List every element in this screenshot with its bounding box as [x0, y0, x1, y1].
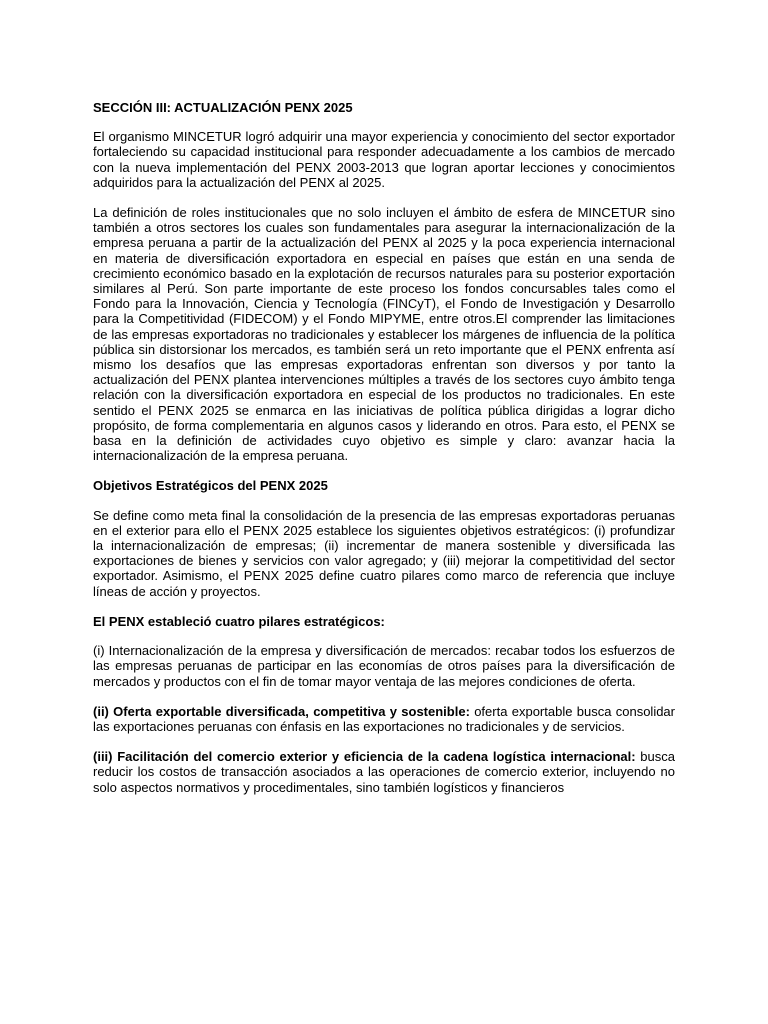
- pillar-1: (i) Internacionalización de la empresa y diversificación de mercados: recabar todos los esfuerzos de las empresas peruanas de participar en las economías de otros países para la diversificación de mercados y productos con el fin de tomar mayor ventaja de las mejores condiciones de oferta.: [93, 643, 675, 689]
- section-title: SECCIÓN III: ACTUALIZACIÓN PENX 2025: [93, 100, 353, 115]
- pillar-2: [93, 704, 675, 734]
- paragraph-objectives: Se define como meta final la consolidación de la presencia de las empresas exportadoras peruanas en el exterior para ello el PENX 2025 establece los siguientes objetivos estratégicos: (i) profundizar la internacionalización de empresas; (ii) incrementar de manera sostenible y diversificada las exportaciones de bienes y servicios con valor agregado; y (iii) mejorar la competitividad del sector exportador. Asimismo, el PENX 2025 define cuatro pilares como marco de referencia que incluye líneas de acción y proyectos.: [93, 507, 675, 599]
- pillar-3-text: busca reducir los costos de transacción asociados a las operaciones de comercio exterior, incluyendo no solo aspectos normativos y procedimentales, sino también logísticos y financieros: [93, 749, 675, 795]
- objectives-title: Objetivos Estratégicos del PENX 2025: [93, 478, 328, 494]
- pillar-3-label: (iii) Facilitación del comercio exterior y eficiencia de la cadena logística internacional:: [93, 749, 636, 765]
- paragraph-roles: La definición de roles institucionales que no solo incluyen el ámbito de esfera de MINCETUR sino también a otros sectores los cuales son fundamentales para asegurar la internacionalización de la empresa peruana a partir de la actualización del PENX al 2025 y la poca experiencia internacional en materia de diversificación exportadora en especial en países que están en una senda de crecimiento económico basado en la explotación de recursos naturales para su posterior exportación similares al Perú. Son parte importante de este proceso los fondos concursables tales como el Fondo para la Innovación, Ciencia y Tecnología (FINCyT), el Fondo de Investigación y Desarrollo para la Competitividad (FIDECOM) y el Fondo MIPYME, entre otros.El comprender las limitaciones de las empresas exportadoras no tradicionales y establecer los márgenes de influencia de la política pública sin distorsionar los mercados, es también será un reto importante que el PENX enfrenta así mismo los desafíos que las empresas exportadoras enfrentan son diversos y por tanto la actualización del PENX plantea intervenciones múltiples a través de los sectores cuyo ámbito tenga relación con la diversificación exportadora en especial de los productos no tradicionales. En este sentido el PENX 2025 se enmarca en las iniciativas de política pública dirigidas a lograr dicho propósito, de forma complementaria en algunos casos y liderando en otros. Para esto, el PENX se basa en la definición de actividades cuyo objetivo es simple y claro: avanzar hacia la internacionalización de la empresa peruana.: [93, 205, 675, 464]
- pillar-2-label: (ii) Oferta exportable diversificada, competitiva y sostenible:: [93, 703, 470, 719]
- pillar-2-text: oferta exportable busca consolidar las exportaciones peruanas con énfasis en las exportaciones no tradicionales y de servicios.: [93, 703, 675, 734]
- pillars-title: El PENX estableció cuatro pilares estratégicos:: [93, 613, 385, 629]
- paragraph-intro: El organismo MINCETUR logró adquirir una mayor experiencia y conocimiento del sector exportador fortaleciendo su capacidad institucional para responder adecuadamente a los cambios de mercado con la nueva implementación del PENX 2003-2013 que logran aportar lecciones y conocimientos adquiridos para la actualización del PENX al 2025.: [93, 129, 675, 190]
- pillar-3: [93, 749, 675, 795]
